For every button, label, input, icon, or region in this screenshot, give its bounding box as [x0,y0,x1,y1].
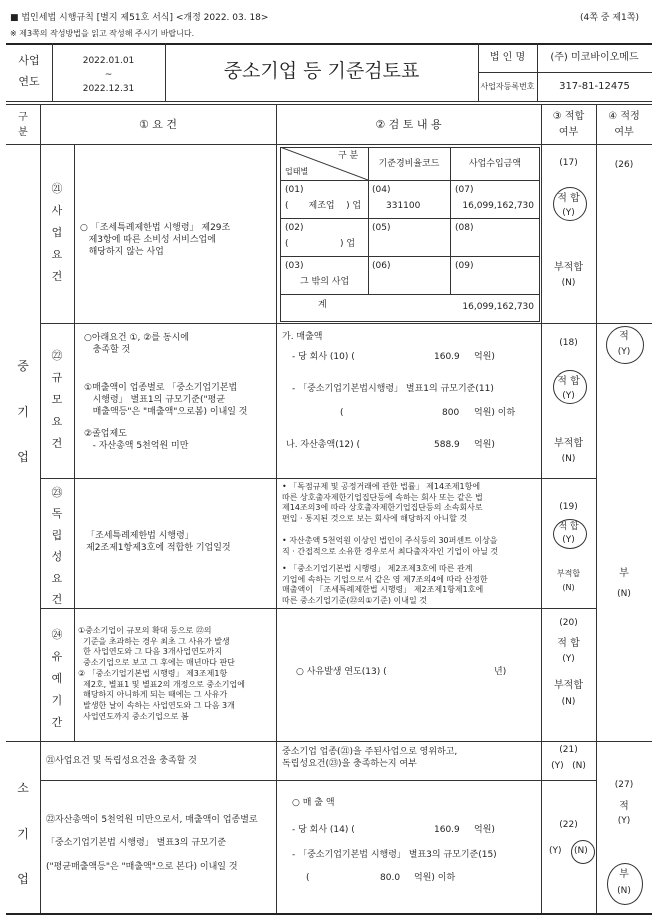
page-title: 중소기업 등 기준검토표 [223,60,420,82]
small-company-sales-value: 160.9 [434,825,460,835]
form-reference: ■ 법인세법 시행규칙 [별지 제51호 서식] <개정 2022. 03. 18> [10,13,269,23]
independence-review-1: • 「독점규제 및 공정거래에 관한 법률」 제14조제1항에 따른 상호출자제한기업집단등에 속하는 회사 또는 같은 법 제14조의3에 따라 상호출자제한기업집단등의 소속회사로 편입 · 통지된 것으로 보는 회사에 해당하지 아니할 것 [282,482,483,523]
scale-fit-ng-code: (N) [561,454,576,464]
small-business-review: 중소기업 업종(㉑)을 주된사업으로 영위하고, 독립성요건(㉓)을 충족하는지 여부 [282,747,458,770]
cell-03: (03) [285,261,304,271]
instruction-note: ※ 제3쪽의 작성방법을 읽고 작성해 주시기 바랍니다. [10,29,195,38]
scale-assets-unit: 억원) [474,440,495,450]
row1-income: 16,099,162,730 [462,201,534,211]
year-label-1: 사업 [18,54,40,67]
small-final-ok-code: (Y) [617,816,631,826]
small-sales-heading: ○ 매 출 액 [292,798,335,808]
scale-assets-value: 588.9 [434,440,460,450]
row2-industry: ( ) 업 [285,239,356,249]
title-bottom-line-2 [6,104,652,105]
small-standard-unit: 억원) 이하 [414,873,456,883]
business-fit-ok: 적 합 [557,193,580,204]
scale-company-sales-value: 160.9 [434,352,460,362]
scale-company-sales-label: - 당 회사 (10) ( [292,352,355,362]
sme-final-ok: 적 [619,331,629,342]
scale-assets-label: 나. 자산총액(12) ( [286,440,361,450]
cell-08: (08) [455,223,474,233]
label-independence: ㉓ 독 립 성 요 건 [51,486,63,607]
scale-standard-label: - 「중소기업기본법시행령」 별표1의 규모기준(11) [292,384,494,394]
col-final-2: 여부 [614,127,634,138]
table-header-type: 업태별 [285,167,309,176]
group-small: 소 기 업 [17,781,29,887]
independence-fit-number: (19) [559,502,578,512]
scale-fit-ng: 부적합 [554,438,583,449]
year-label-2: 연도 [18,75,40,88]
independence-fit-ng: 부적합 [556,569,581,578]
cell-06: (06) [372,261,391,271]
small-final-ng: 부 [619,869,629,880]
cell-09: (09) [455,261,474,271]
scale-standard-unit: 억원) 이하 [474,408,516,418]
total-label: 계 [318,300,327,310]
col-division-2: 분 [18,127,28,138]
top-border [6,43,652,45]
independence-fit-ok: 적 합 [558,522,579,532]
col-review: ② 검 토 내 용 [375,118,442,131]
sme-final-ng: 부 [619,568,629,579]
row1-code: 331100 [386,201,421,211]
col-final-1: ④ 적정 [608,111,640,122]
final-number-small: (27) [614,780,634,790]
table-header-income: 사업수입금액 [468,159,522,169]
independence-fit-ng-code: (N) [562,583,575,592]
scale-requirement-graduation: ②졸업제도 - 자산총액 5천억원 미만 [84,429,189,452]
small-scale-requirement: ㉒자산총액이 5천억원 미만으로서, 매출액이 업종별로 「중소기업기본법 시행령」 별표3의 규모기준 ("평균매출액등"은 "매출액"으로 본다) 이내일 것 [46,815,258,872]
row3-industry: 그 밖의 사업 [300,277,350,287]
business-fit-ng: 부적합 [554,262,583,273]
independence-review-2: • 자산총액 5천억원 이상인 법인이 주식등의 30퍼센트 이상을 직 · 간접적으로 소유한 경우로서 최다출자자인 기업이 아닐 것 [282,536,499,556]
corp-name-label: 법 인 명 [489,52,526,63]
grace-year-unit: 년) [494,667,507,677]
grace-fit-number: (20) [559,618,578,628]
small-final-ok: 적 [619,801,629,812]
cell-05: (05) [372,223,391,233]
small-company-sales-unit: 억원) [474,825,495,835]
grace-year-label: ○ 사유발생 연도(13) ( [296,667,387,677]
cell-02: (02) [285,223,304,233]
label-grace: ㉔ 유 예 기 간 [51,628,63,729]
sme-final-ok-code: (Y) [617,347,631,357]
sme-final-ng-code: (N) [617,589,631,599]
scale-requirement-main: ○아래요건 ①, ②를 동시에 충족할 것 [84,333,189,356]
small-scale-fit-y: (Y) [549,846,562,856]
bottom-border [6,913,652,915]
date-to: 2022.12.31 [82,84,135,94]
grace-fit-ok: 적 합 [557,638,580,649]
grace-fit-ok-code: (Y) [562,654,575,664]
independence-fit-ok-code: (Y) [562,535,575,545]
small-company-sales-label: - 당 회사 (14) ( [292,825,355,835]
small-final-ng-code: (N) [617,886,631,896]
small-business-fit-number: (21) [559,745,578,755]
independence-requirement: 「조세특례제한법 시행령」 제2조제1항제3호에 적합한 기업일것 [86,531,231,554]
date-from: 2022.01.01 [82,56,135,66]
grace-fit-ng-code: (N) [561,697,576,707]
small-scale-fit-n: (N) [574,846,588,856]
bizno-label: 사업자등록번호 [480,82,535,91]
scale-standard-value: 800 [442,408,460,418]
small-business-requirement: ㉑사업요건 및 독립성요건을 충족할 것 [46,756,197,766]
business-requirement: ○ 「조세특례제한법 시행령」 제29조 제3항에 따른 소비성 서비스업에 해당하지 않는 사업 [80,223,231,258]
scale-requirement-sales: ①매출액이 업종별로 「중소기업기본법 시행령」 별표1의 규모기준("평균 매출액등"은 "매출액"으로봄) 이내일 것 [84,383,248,418]
page-info: (4쪽 중 제1쪽) [580,13,639,23]
grace-fit-ng: 부적합 [554,680,583,691]
scale-company-sales-unit: 억원) [474,352,495,362]
title-bottom-line [6,101,652,102]
small-standard-value: 80.0 [380,873,401,883]
total-income: 16,099,162,730 [462,302,534,312]
scale-sales-heading: 가. 매출액 [282,332,323,342]
table-header-code: 기준경비율코드 [378,159,440,169]
small-scale-fit-number: (22) [559,820,578,830]
small-business-fit-yn: (Y) (N) [551,761,586,771]
table-header-division: 구 분 [338,151,359,161]
business-fit-number: (17) [559,158,578,168]
col-requirement: ① 요 건 [138,118,178,131]
bizno-value: 317-81-12475 [559,81,630,92]
grace-requirement: ①중소기업이 규모의 확대 등으로 ㉒의 기준을 초과하는 경우 최초 그 사유가 발생 한 사업연도와 그 다음 3개사업연도까지 중소기업으로 보고 그 후에는 매년마다 판단 ② 「중소기업기본법 시행령」 제3조제1항 제2호, 별표1 및 별표2의 개정으로 중소기업에 해당하지 아니하게 되는 때에는 그 사유가 발생한 날이 속하는 사업연도와 그 다음 3개 사업연도까지 중소기업으로 봄 [78,626,245,721]
cell-07: (07) [455,185,474,195]
final-number-sme: (26) [614,160,634,170]
col-division-1: 구 [18,112,28,123]
corp-name-value: (주) 미코바이오메드 [550,52,639,63]
label-business: ㉑ 사 업 요 건 [51,182,63,283]
scale-fit-ok: 적 합 [557,376,580,387]
row1-industry: ( 제조업 ) 업 [285,201,362,211]
business-fit-ok-code: (Y) [562,208,575,218]
cell-04: (04) [372,185,391,195]
independence-review-3: • 「중소기업기본법 시행령」 제2조제3호에 따른 관계 기업에 속하는 기업으로서 같은 영 제7조의4에 따라 산정한 매출액이 「조세특례제한법 시행령」 제2조제1항제1호에 따른 중소기업기준(㉒의①기준) 이내일 것 [282,564,488,605]
group-sme: 중 기 업 [17,359,29,465]
cell-01: (01) [285,185,304,195]
scale-fit-ok-code: (Y) [562,391,575,401]
scale-fit-number: (18) [559,338,578,348]
date-separator: ~ [104,70,113,80]
col-fit-2: 여부 [558,127,579,138]
small-standard-label: - 「중소기업기본법 시행령」 별표3의 규모기준(15) [292,850,497,860]
col-fit-1: ③ 적합 [552,111,585,122]
business-fit-ng-code: (N) [561,278,576,288]
label-scale: ㉒ 규 모 요 건 [51,349,63,450]
